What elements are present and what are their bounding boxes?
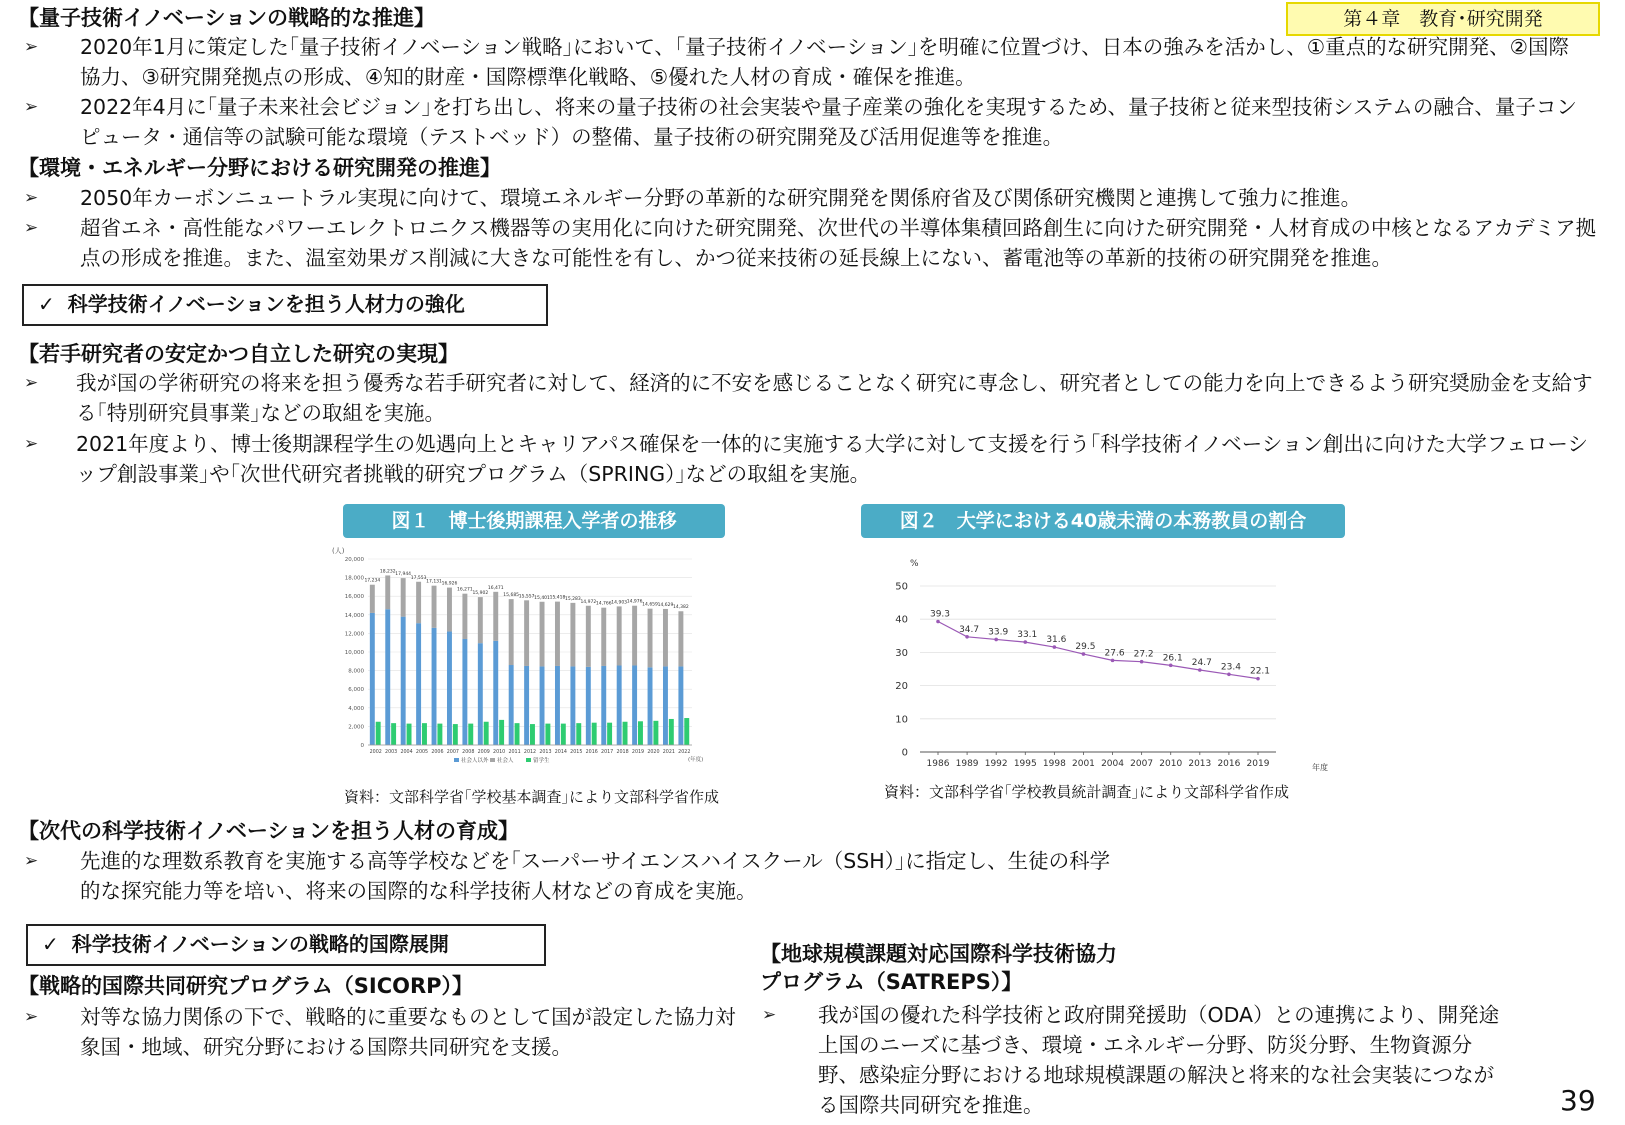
x-tick-label: 2016 [585,750,598,755]
section-heading-quantum: 【量子技術イノベーションの戦略的な推進】 [18,6,436,30]
x-tick-label: 1995 [1013,759,1037,769]
bar-international-student [545,724,550,745]
data-point [1023,640,1027,644]
x-tick-label: 2016 [1217,759,1241,769]
bar-total-label: 16,471 [487,585,504,591]
bar-working-adult [370,585,375,613]
data-point [965,635,969,639]
bullet-marker-icon: ➢ [24,97,39,117]
bullet-carbon-neutral: ➢ 2050年カーボンニュートラル実現に向けて、環境エネルギー分野の革新的な研究開発を関係府省及び関係研究機関と連携して強力に推進。 [24,183,1604,213]
bar-domestic [478,643,483,745]
y-tick-label: 2,000 [348,724,364,731]
x-tick-label: 2018 [616,750,629,755]
figure1-source: 資料：文部科学省｢学校基本調査｣により文部科学省作成 [344,788,720,806]
bar-working-adult [678,611,683,666]
data-label: 27.6 [1104,648,1125,659]
bar-working-adult [617,606,622,665]
bar-domestic [370,613,375,745]
bar-working-adult [540,602,545,667]
x-tick-label: 2010 [1159,759,1183,769]
bar-international-student [561,724,566,745]
check-icon: ✓ [42,932,59,956]
x-tick-label: 2014 [554,750,567,755]
data-point [1140,660,1144,664]
bar-total-label: 14,382 [673,605,689,611]
y-tick-label: 30 [895,647,908,659]
legend-swatch [526,758,531,762]
x-tick-label: 2006 [431,750,444,755]
data-point [1256,677,1260,681]
bullet-marker-icon: ➢ [24,851,39,871]
bar-working-adult [586,606,591,667]
bar-total-label: 15,902 [472,591,489,597]
bar-working-adult [570,603,575,667]
figure2-source: 資料：文部科学省｢学校教員統計調査｣により文部科学省作成 [884,783,1290,801]
x-tick-label: 2001 [1072,759,1095,769]
data-point [936,620,940,624]
x-tick-label: 2017 [601,750,614,755]
figure2-line-chart [880,550,1340,780]
data-label: 26.1 [1162,653,1183,664]
bar-international-student [592,723,597,745]
data-point [1111,659,1115,663]
bar-domestic [586,667,591,745]
check-icon: ✓ [38,292,55,316]
y-tick-label: 10,000 [344,650,364,656]
legend-label: 社会人以外 [461,758,489,764]
bar-total-label: 17,131 [426,579,442,585]
bar-international-student [607,723,612,745]
bar-domestic [663,666,668,745]
box-heading-label: 科学技術イノベーションの戦略的国際展開 [71,932,449,956]
data-point [1227,673,1231,677]
legend-label: 社会人 [497,758,514,764]
y-tick-label: 6,000 [348,687,364,694]
bar-international-student [684,718,689,745]
data-label: 39.3 [929,609,951,620]
bar-domestic [648,667,653,745]
bar-working-adult [632,606,637,666]
data-point [994,638,998,642]
y-axis-unit-label: % [910,559,919,569]
bar-international-student [484,722,489,745]
legend-swatch [454,758,459,762]
x-tick-label: 2022 [678,750,691,755]
bar-working-adult [416,582,421,623]
x-tick-label: 2004 [1101,759,1124,769]
bar-working-adult [601,608,606,666]
y-tick-label: 20 [895,681,908,693]
data-label: 24.7 [1191,657,1212,668]
bar-international-student [623,722,628,745]
bar-total-label: 14,629 [657,602,674,608]
bar-domestic [540,666,545,745]
bar-total-label: 14,972 [580,599,597,605]
data-label: 29.5 [1075,642,1096,653]
legend-label: 留学生 [533,758,550,764]
y-tick-label: 0 [901,747,908,759]
bar-total-label: 14,976 [626,599,643,605]
x-tick-label: 2007 [446,750,459,755]
figure2-title: 図２ 大学における40歳未満の本務教員の割合 [861,504,1345,538]
y-tick-label: 8,000 [348,668,364,675]
x-tick-label: 2011 [508,750,521,755]
data-point [1082,652,1086,656]
bullet-marker-icon: ➢ [24,188,39,208]
bar-working-adult [524,600,529,666]
bar-domestic [416,623,421,745]
bar-total-label: 17,944 [395,572,412,578]
bar-working-adult [401,578,406,617]
bar-total-label: 18,232 [379,569,396,575]
bullet-marker-icon: ➢ [24,37,39,57]
x-tick-label: 2012 [523,750,537,755]
bullet-marker-icon: ➢ [24,218,39,238]
bar-international-student [530,724,535,745]
bar-working-adult [663,609,668,666]
y-axis-unit-label: (人) [332,547,345,555]
y-tick-label: 4,000 [348,705,364,712]
bar-domestic [632,665,637,745]
bar-domestic [678,666,683,745]
y-tick-label: 10 [895,714,908,726]
bar-domestic [401,617,406,745]
bar-working-adult [447,588,452,632]
bar-domestic [601,666,606,745]
bullet-ssh: ➢ 先進的な理数系教育を実施する高等学校などを｢スーパーサイエンスハイスクール（SSH）｣に指定し、生徒の科学的な探究能力等を培い、将来の国際的な科学技術人材などの育成を実施。 [24,846,1114,906]
bar-domestic [524,666,529,745]
bar-international-student [453,724,458,745]
figure1-title: 図１ 博士後期課程入学者の推移 [343,504,725,538]
bar-working-adult [385,575,390,609]
bar-international-student [515,723,520,745]
bar-total-label: 14,659 [642,602,658,608]
bar-domestic [509,665,514,745]
bar-international-student [576,723,581,745]
bar-domestic [385,609,390,745]
bullet-marker-icon: ➢ [24,373,39,393]
x-tick-label: 2019 [631,750,645,755]
x-tick-label: 2019 [1246,759,1270,769]
bar-total-label: 15,418 [549,595,566,601]
bullet-marker-icon: ➢ [24,434,39,454]
x-tick-label: 2010 [493,750,506,755]
chapter-tag: 第４章 教育･研究開発 [1286,2,1600,36]
data-label: 34.7 [959,624,980,635]
bar-international-student [653,721,658,745]
bar-domestic [570,666,575,745]
bar-international-student [422,723,427,745]
series-line [938,622,1258,679]
y-tick-label: 20,000 [344,557,364,563]
data-label: 22.1 [1249,666,1271,677]
x-tick-label: 2005 [415,750,429,755]
x-tick-label: 1992 [984,759,1008,769]
bar-domestic [555,666,560,745]
bar-working-adult [555,602,560,666]
bullet-satreps: ➢ 我が国の優れた科学技術と政府開発援助（ODA）との連携により、開発途上国のニーズに基づき、環境・エネルギー分野、防災分野、生物資源分野、感染症分野における地球規模課題の解決と将来的な社会実装につながる国際共同研究を推進。 [762,1000,1502,1120]
bar-total-label: 16,271 [457,587,473,593]
bar-working-adult [509,599,514,665]
bar-domestic [432,628,437,745]
bar-domestic [493,641,498,745]
bar-total-label: 17,234 [364,578,381,584]
x-tick-label: 2004 [400,750,413,755]
bullet-fellowship: ➢ 2021年度より、博士後期課程学生の処遇向上とキャリアパス確保を一体的に実施する大学に対して支援を行う｢科学技術イノベーション創出に向けた大学フェローシップ創設事業｣や｢次世代研究者挑戦的研究プログラム（SPRING）｣などの取組を実施。 [24,429,1594,489]
bar-domestic [462,639,467,745]
x-tick-label: 1989 [955,759,979,769]
bar-working-adult [493,592,498,641]
x-tick-label: 1998 [1042,759,1066,769]
bar-international-student [407,724,412,745]
y-tick-label: 16,000 [344,594,364,601]
bar-international-student [376,722,381,745]
x-tick-label: 2015 [570,750,583,755]
data-point [1053,645,1057,649]
bar-total-label: 16,926 [441,581,458,587]
bar-working-adult [648,609,653,668]
x-tick-label: 2007 [1130,759,1154,769]
x-tick-label: 2013 [1188,759,1212,769]
bar-international-student [437,724,442,745]
data-label: 23.4 [1220,662,1241,673]
bullet-power-electronics: ➢ 超省エネ・高性能なパワーエレクトロニクス機器等の実用化に向けた研究開発、次世代の半導体集積回路創生に向けた研究開発・人材育成の中核となるアカデミア拠点の形成を推進。また、温室効果ガス削減に大きな可能性を有し、かつ従来技術の延長線上にない、蓄電池等の革新的技術の研究開発を推進。 [24,213,1604,273]
bar-international-student [499,720,504,745]
bar-international-student [669,719,674,745]
section-heading-satreps: 【地球規模課題対応国際科学技術協力 プログラム（SATREPS）】 [760,942,1117,994]
x-axis-unit-label: (年度) [688,757,704,763]
y-tick-label: 40 [895,614,908,626]
data-label: 27.2 [1133,649,1154,660]
bar-total-label: 14,766 [595,601,612,607]
y-tick-label: 12,000 [344,631,364,638]
bullet-quantum-vision: ➢ 2022年4月に｢量子未来社会ビジョン｣を打ち出し、将来の量子技術の社会実装や量子産業の強化を実現するため、量子技術と従来型技術システムの融合、量子コンピュータ・通信等の試験可能な環境（テストベッド）の整備、量子技術の研究開発及び活用促進等を推進。 [24,92,1584,152]
bar-working-adult [478,597,483,643]
y-tick-label: 50 [895,581,908,593]
box-heading-international [26,924,546,966]
bullet-special-researcher: ➢ 我が国の学術研究の将来を担う優秀な若手研究者に対して、経済的に不安を感じることなく研究に専念し、研究者としての能力を向上できるよう研究奨励金を支給する｢特別研究員事業｣などの取組を実施。 [24,368,1594,428]
data-point [1169,664,1173,668]
bar-working-adult [462,594,467,639]
x-tick-label: 2021 [662,750,675,755]
bullet-marker-icon: ➢ [762,1005,777,1025]
bar-total-label: 15,401 [534,595,550,601]
y-tick-label: 14,000 [344,612,364,619]
section-heading-next-gen: 【次代の科学技術イノベーションを担う人材の育成】 [18,819,520,843]
bullet-quantum-strategy: ➢ 2020年1月に策定した｢量子技術イノベーション戦略｣において、｢量子技術イノベーション｣を明確に位置づけ、日本の強みを活かし、①重点的な研究開発、②国際協力、③研究開発拠点の形成、④知的財産・国際標準化戦略、⑤優れた人材の育成・確保を推進。 [24,32,1584,92]
x-tick-label: 2008 [462,750,475,755]
box-heading-label: 科学技術イノベーションを担う人材力の強化 [67,292,465,316]
section-heading-sicorp: 【戦略的国際共同研究プログラム（SICORP）】 [18,974,474,998]
section-heading-young-researchers: 【若手研究者の安定かつ自立した研究の実現】 [18,342,459,366]
bullet-sicorp: ➢ 対等な協力関係の下で、戦略的に重要なものとして国が設定した協力対象国・地域、研究分野における国際共同研究を支援。 [24,1002,754,1062]
box-heading-human-resources [22,284,548,326]
x-tick-label: 2009 [477,750,490,755]
x-tick-label: 2003 [385,750,398,755]
legend-swatch [490,758,495,762]
section-heading-energy: 【環境・エネルギー分野における研究開発の推進】 [18,156,501,180]
bar-international-student [391,723,396,745]
figure1-bar-chart [330,545,730,785]
bar-domestic [617,665,622,745]
bar-domestic [447,632,452,745]
x-tick-label: 2013 [539,750,552,755]
bar-total-label: 15,283 [565,596,581,602]
bar-international-student [638,721,643,745]
page-number: 39 [1560,1084,1596,1117]
data-label: 31.6 [1046,635,1067,646]
y-tick-label: 0 [360,743,364,749]
bar-total-label: 15,557 [518,594,535,600]
bar-total-label: 15,685 [503,593,520,599]
bar-working-adult [432,586,437,628]
bar-total-label: 17,553 [410,575,427,581]
x-tick-label: 1986 [926,759,950,769]
data-point [1198,668,1202,672]
y-tick-label: 18,000 [344,575,364,582]
x-tick-label: 2020 [647,750,660,755]
x-tick-label: 2002 [369,750,382,755]
bar-total-label: 14,903 [611,600,628,606]
x-axis-unit-label: 年度 [1312,763,1328,772]
bullet-marker-icon: ➢ [24,1007,39,1027]
data-label: 33.9 [988,627,1009,638]
bar-international-student [468,724,473,745]
data-label: 33.1 [1017,630,1038,641]
